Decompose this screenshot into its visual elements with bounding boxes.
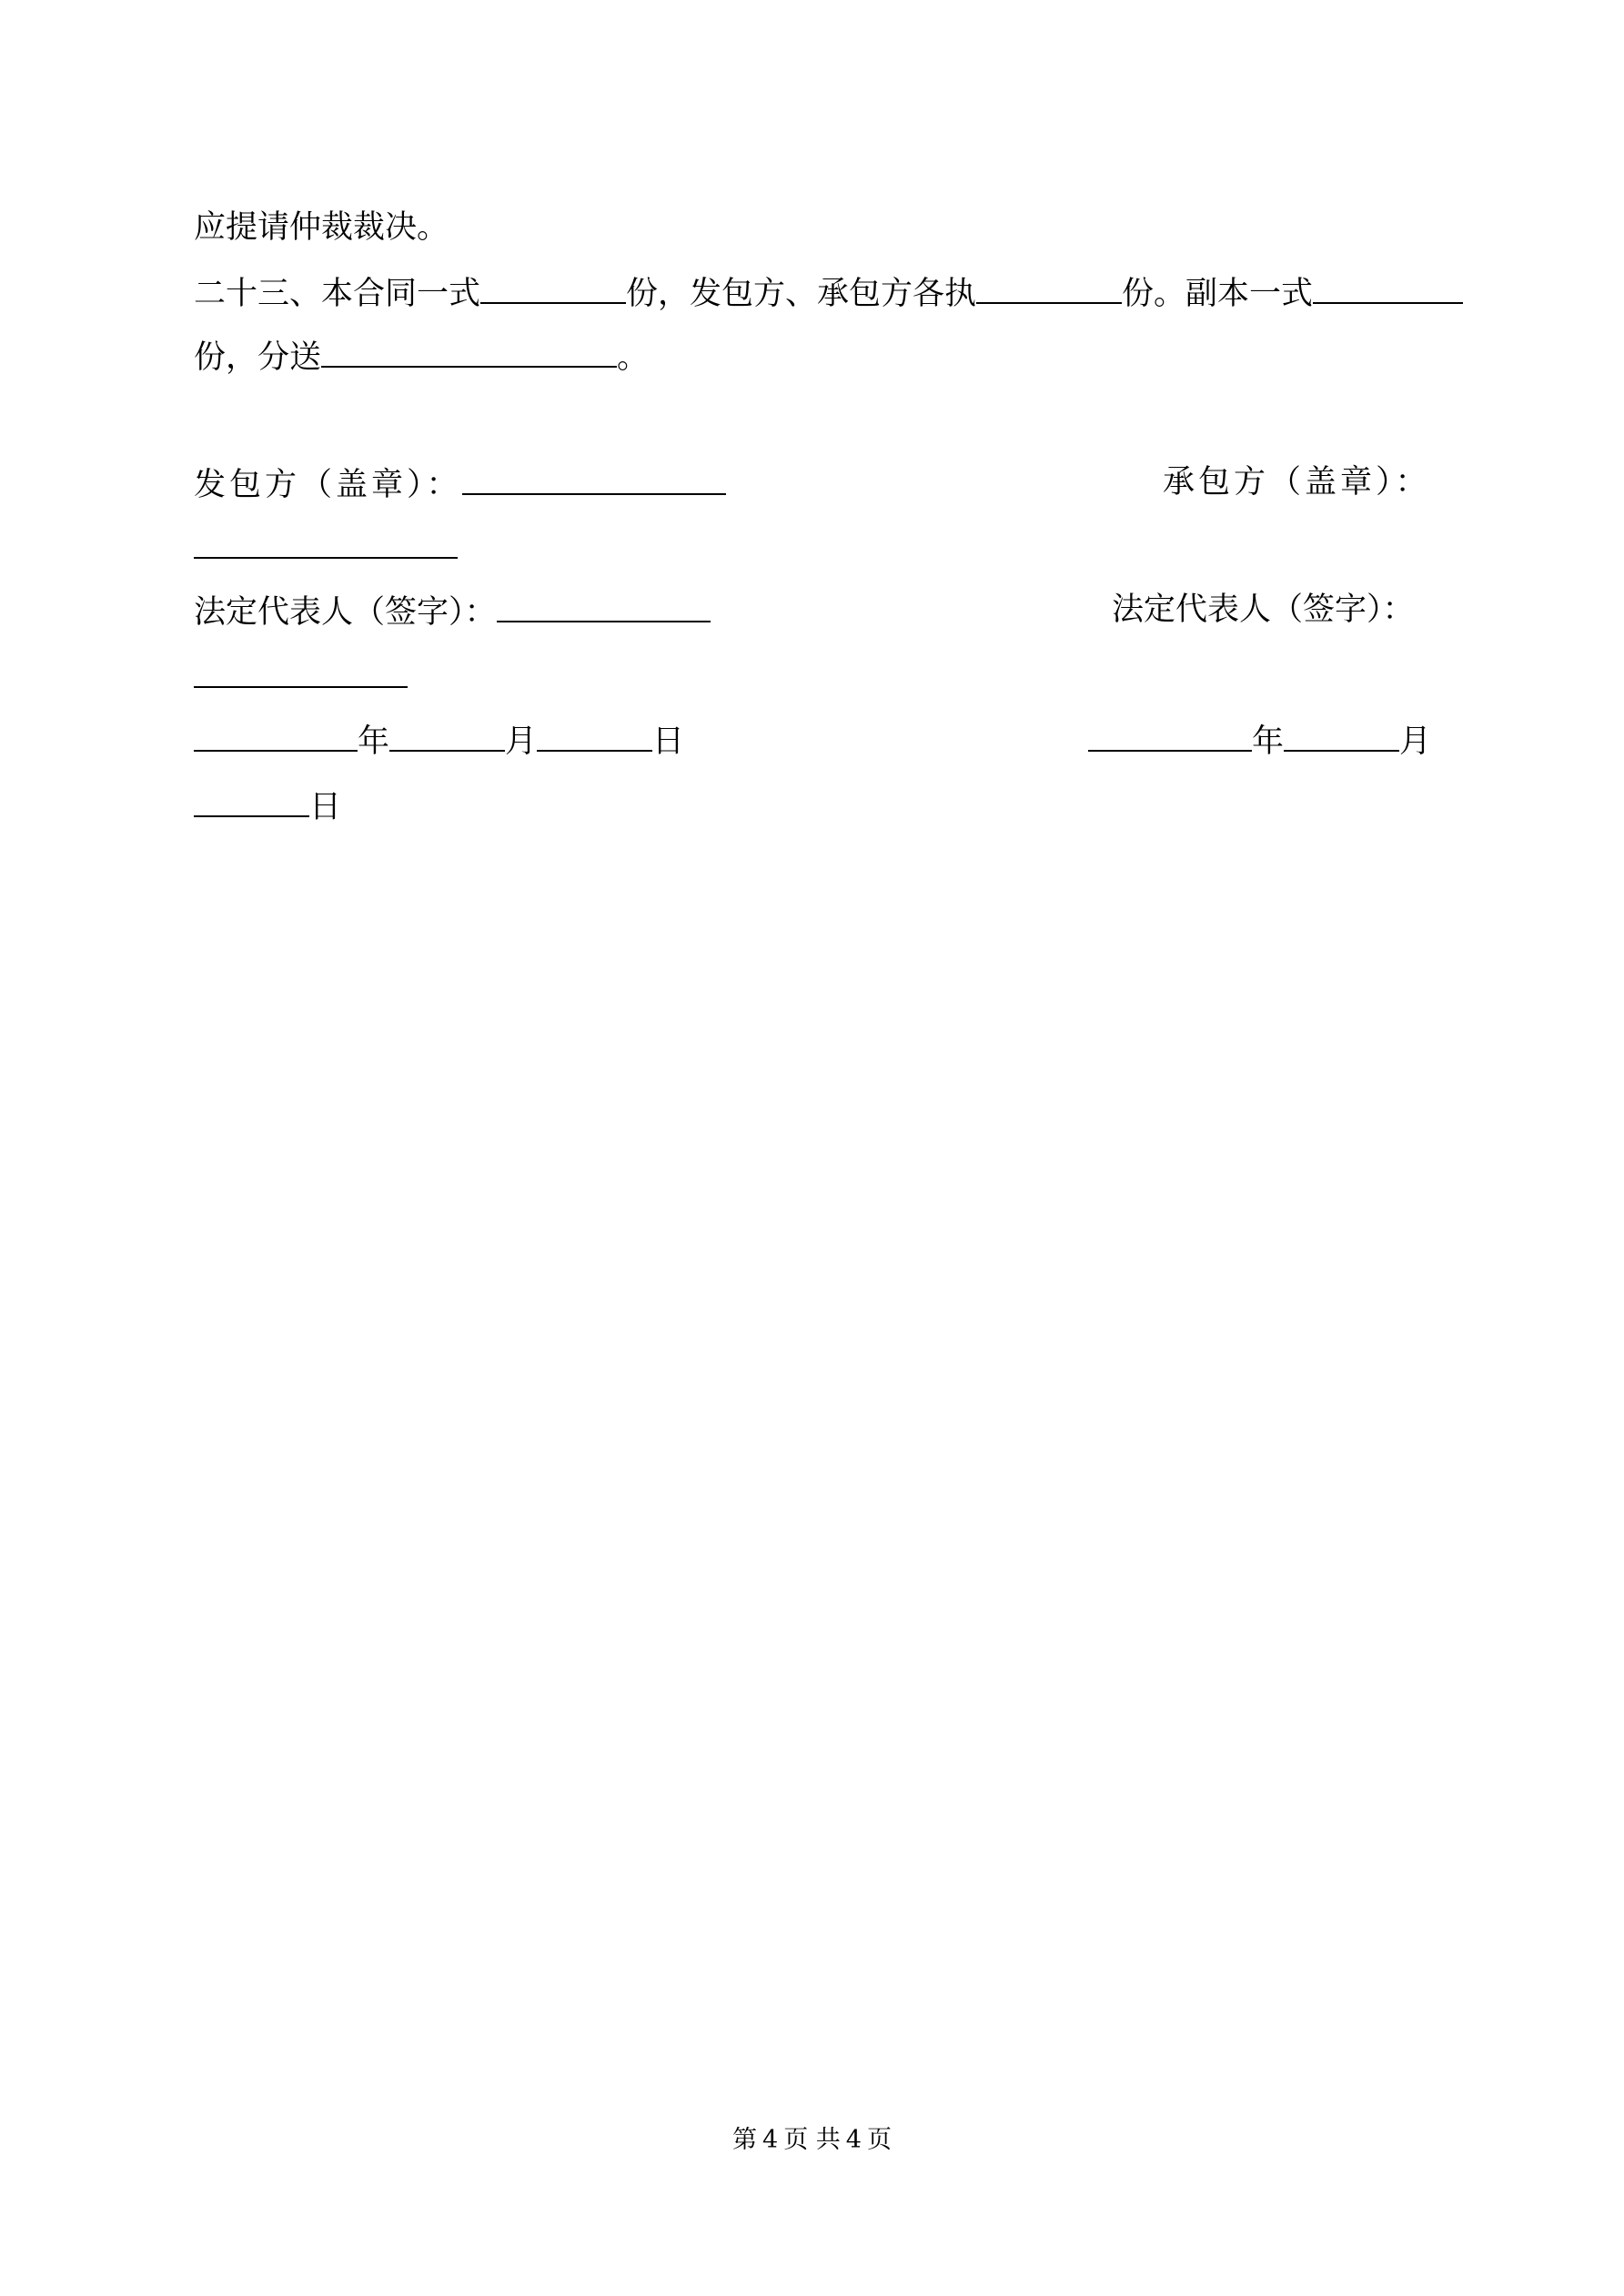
page-footer	[0, 2126, 1624, 2155]
clause-23-text-1: 二十三、本合同一式	[194, 276, 481, 312]
date-b-year-label: 年	[1252, 723, 1285, 760]
page-current: 4	[762, 2126, 779, 2154]
duplicate-copies-blank[interactable]	[1313, 273, 1463, 304]
party-a-seal-label: 发包方（盖章）：	[194, 467, 462, 503]
legal-rep-b-label: 法定代表人（签字）：	[1112, 592, 1415, 628]
date-b-day-line	[194, 786, 341, 825]
page-suffix: 页	[866, 2126, 892, 2154]
clause-23-text-2: 份，发包方、承包方各执	[626, 276, 977, 312]
date-b-line	[1088, 721, 1431, 760]
date-a-month-blank[interactable]	[389, 721, 505, 752]
party-a-seal-line	[194, 464, 726, 503]
page-total: 4	[845, 2126, 862, 2154]
date-a-year-label: 年	[358, 723, 390, 760]
legal-rep-a-line	[194, 592, 711, 631]
clause-23-line-2	[194, 337, 649, 376]
legal-rep-b-blank-line	[194, 657, 408, 696]
legal-rep-a-label: 法定代表人（签字）：	[194, 594, 497, 631]
date-b-month-blank[interactable]	[1284, 721, 1399, 752]
clause-23-text-5: 。	[617, 339, 650, 376]
party-a-seal-blank[interactable]	[462, 464, 726, 495]
clause-23-text-4: 份，分送	[194, 339, 322, 376]
legal-rep-b-line	[1112, 592, 1415, 628]
party-b-seal-blank-line	[194, 528, 458, 567]
date-a-day-blank[interactable]	[537, 721, 652, 752]
date-b-year-blank[interactable]	[1088, 721, 1252, 752]
party-b-seal-blank[interactable]	[194, 528, 458, 559]
arbitration-text: 应提请仲裁裁决。	[194, 209, 449, 246]
text-line-arbitration	[194, 209, 449, 246]
legal-rep-b-blank[interactable]	[194, 657, 408, 688]
page-middle: 页 共	[783, 2126, 841, 2154]
clause-23-text-3: 份。副本一式	[1122, 276, 1314, 312]
clause-23-line-1	[194, 273, 1463, 312]
date-b-day-blank[interactable]	[194, 786, 309, 817]
legal-rep-a-blank[interactable]	[497, 592, 711, 622]
party-b-seal-label: 承包方（盖章）：	[1163, 464, 1431, 501]
date-a-year-blank[interactable]	[194, 721, 358, 752]
copies-total-blank[interactable]	[480, 273, 626, 304]
copies-each-blank[interactable]	[976, 273, 1122, 304]
date-a-month-label: 月	[505, 723, 538, 760]
party-b-seal-line	[1163, 464, 1431, 501]
date-a-line	[194, 721, 684, 760]
distribution-blank[interactable]	[321, 337, 617, 368]
date-b-month-label: 月	[1399, 723, 1432, 760]
date-b-day-label: 日	[309, 789, 342, 825]
date-a-day-label: 日	[652, 723, 685, 760]
page-prefix: 第	[732, 2126, 758, 2154]
